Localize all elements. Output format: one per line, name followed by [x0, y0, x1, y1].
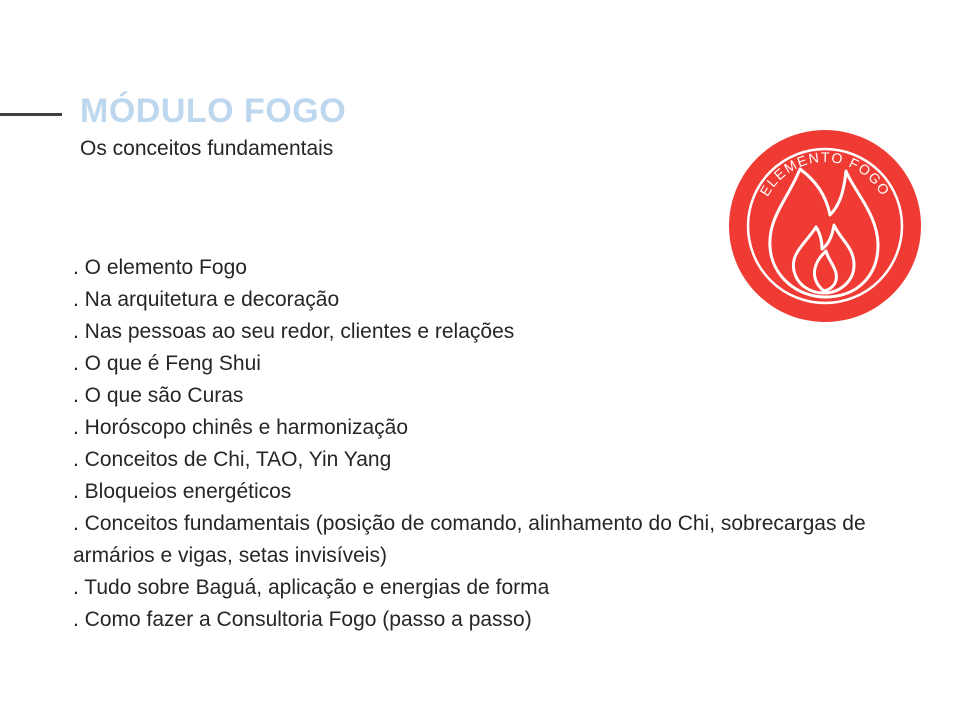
elemento-fogo-logo — [728, 129, 922, 323]
topic-item: . O que são Curas — [73, 384, 244, 407]
slide-subtitle: Os conceitos fundamentais — [80, 137, 334, 160]
topic-item: . Horóscopo chinês e harmonização — [73, 416, 409, 439]
topic-item: . Conceitos de Chi, TAO, Yin Yang — [73, 448, 392, 471]
topic-item: . O elemento Fogo — [73, 256, 247, 279]
topic-item: . Nas pessoas ao seu redor, clientes e relações — [73, 320, 515, 343]
title-accent-line — [0, 113, 62, 116]
topic-item: . Bloqueios energéticos — [73, 480, 292, 503]
topic-item: . Tudo sobre Baguá, aplicação e energias de forma — [73, 576, 550, 599]
topic-item: . Conceitos fundamentais (posição de comando, alinhamento do Chi, sobrecargas de armários e vigas, setas invisíveis) — [73, 512, 866, 567]
slide-title: MÓDULO FOGO — [80, 92, 347, 130]
topic-item: . Na arquitetura e decoração — [73, 288, 340, 311]
topic-item: . O que é Feng Shui — [73, 352, 261, 375]
topic-item: . Como fazer a Consultoria Fogo (passo a passo) — [73, 608, 532, 631]
badge-label: ELEMENTO FOGO — [756, 148, 894, 199]
elemento-fogo-badge — [728, 129, 922, 323]
